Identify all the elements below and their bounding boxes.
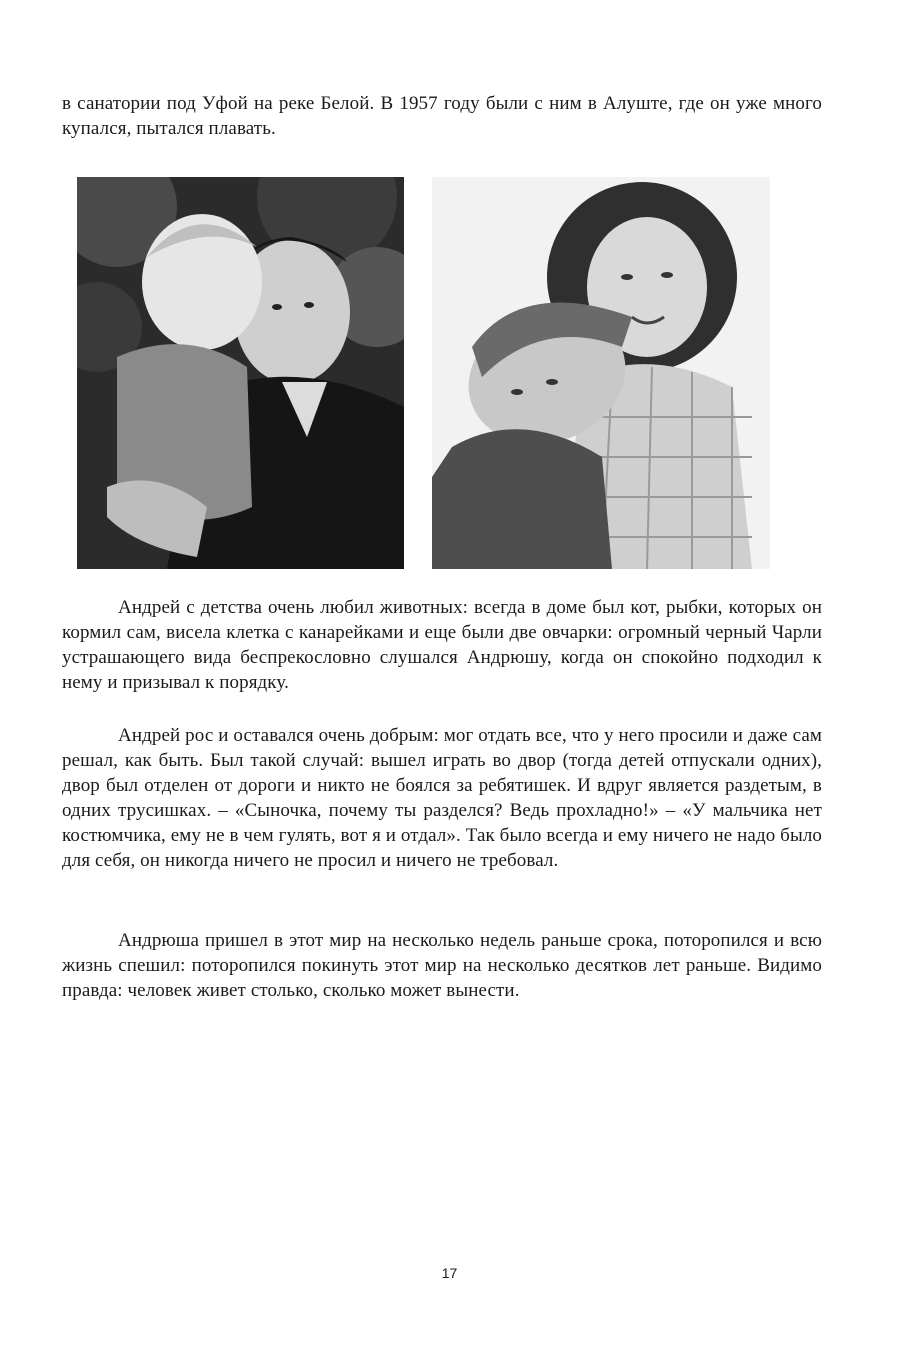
photo-mother-and-child xyxy=(432,177,770,569)
paragraph-hurry: Андрюша пришел в этот мир на несколько недель раньше срока, поторопился и всю жизнь спешил: поторопился покинуть этот мир на несколько десятков лет раньше. Видимо правда: человек живет столько, сколько может вынести. xyxy=(62,930,822,1001)
page-number: 17 xyxy=(441,1265,458,1281)
opening-paragraph: в санатории под Уфой на реке Белой. В 1957 году были с ним в Алуште, где он уже много купался, пытался плавать. xyxy=(62,93,822,139)
paragraph-animals: Андрей с детства очень любил животных: всегда в доме был кот, рыбки, которых он кормил сам, висела клетка с канарейками и еще были две овчарки: огромный черный Чарли устрашающего вида беспрекословно слушался Андрюшу, когда он спокойно подходил к нему и призывал к порядку. xyxy=(62,597,822,693)
photo-father-holding-child xyxy=(77,177,404,569)
paragraph-kindness: Андрей рос и оставался очень добрым: мог отдать все, что у него просили и даже сам решал, как быть. Был такой случай: вышел играть во двор (тогда детей отпускали одних), двор был отделен от дороги и никто не боялся за ребятишек. И вдруг является раздетым, в одних трусишках. – «Сыночка, почему ты разделся? Ведь прохладно!» – «У мальчика нет костюмчика, ему не в чем гулять, вот я и отдал». Так было всегда и ему ничего не надо было для себя, он никогда ничего не просил и ничего не требовал. xyxy=(62,725,823,871)
